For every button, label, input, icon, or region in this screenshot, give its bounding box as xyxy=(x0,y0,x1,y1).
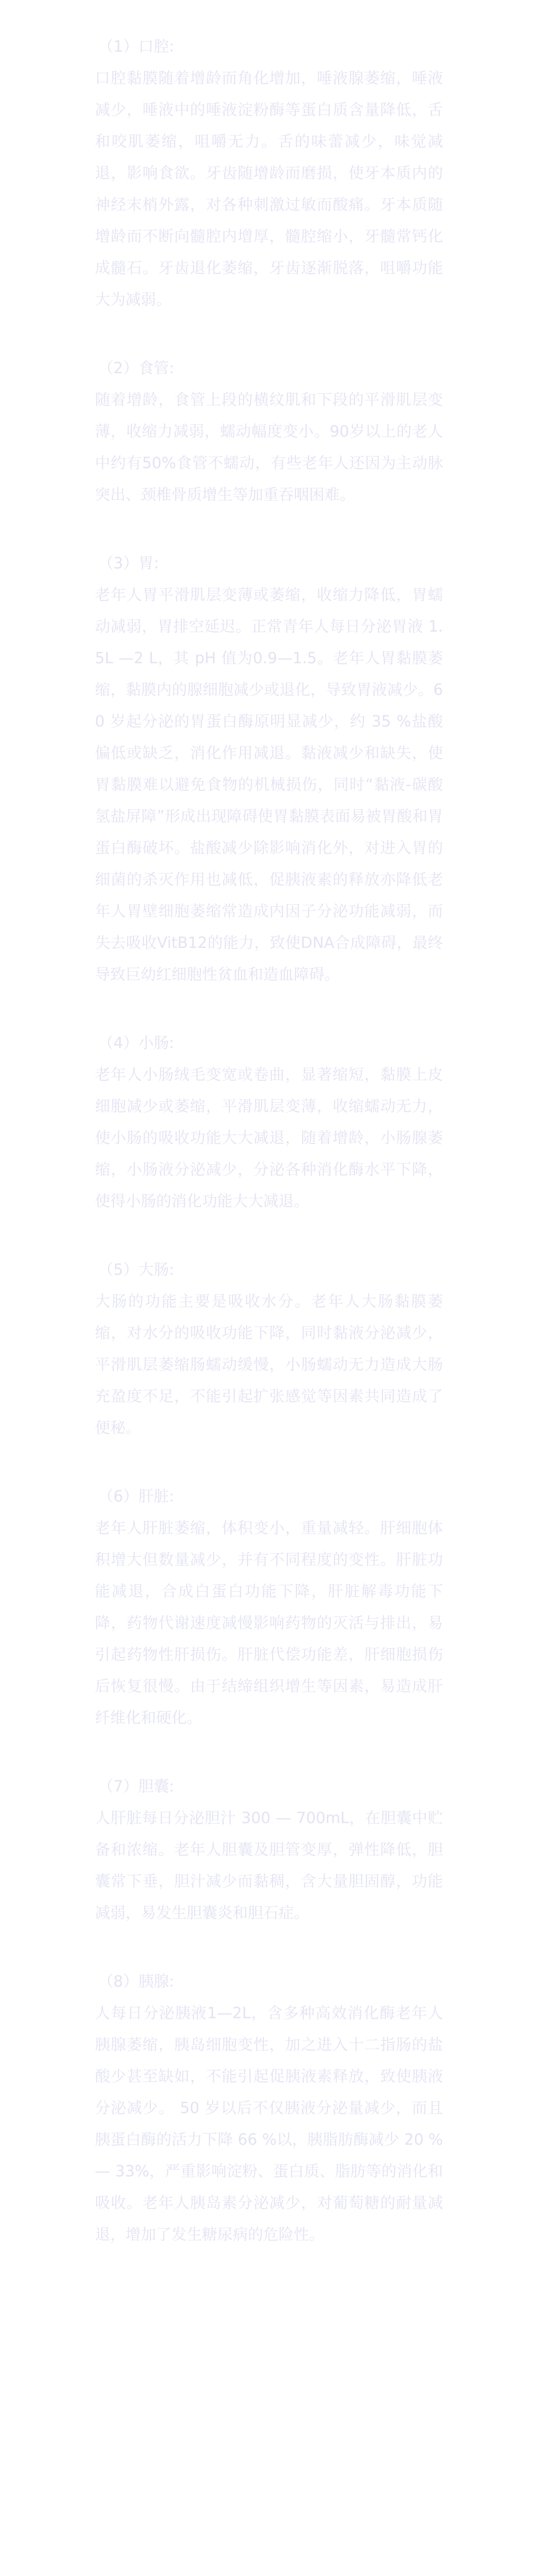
section-heading: （1）口腔: xyxy=(98,37,175,55)
section-heading: （3）胃: xyxy=(98,554,159,572)
section-body: 老年人肝脏萎缩，体积变小，重量减轻。肝细胞体积增大但数量减少，并有不同程度的变性。肝脏功能减退，合成白蛋白功能下降，肝脏解毒功能下降，药物代谢速度减慢影响药物的灭活与排出，易引起药物性肝损伤。肝脏代偿功能差，肝细胞损伤后恢复很慢。由于结缔组织增生等因素，易造成肝纤维化和硬化。 xyxy=(95,1519,443,1727)
section-liver xyxy=(95,1480,443,1734)
section-body: 老年人胃平滑肌层变薄或萎缩，收缩力降低，胃蠕动减弱，胃排空延迟。正常青年人每日分泌胃液 1.5L —2 L，其 pH 值为0.9—1.5。老年人胃黏膜萎缩，黏膜内的腺细胞减少或退化，导致胃液减少。60 岁起分泌的胃蛋白酶原明显减少，约 35 %盐酸偏低或缺乏，消化作用减退。黏液减少和缺失，使胃黏膜难以避免食物的机械损伤，同时“黏液-碳酸氢盐屏障”形成出现障碍使胃黏膜表面易被胃酸和胃蛋白酶破坏。盐酸减少除影响消化外，对进入胃的细菌的杀灭作用也减低，促胰液素的释放亦降低老年人胃壁细胞萎缩常造成内因子分泌功能减弱，而失去吸收VitB12的能力，致使DNA合成障碍，最终导致巨幼红细胞性贫血和造血障碍。 xyxy=(95,586,443,983)
section-heading: （4）小肠: xyxy=(98,1034,175,1052)
section-stomach xyxy=(95,547,443,990)
section-body: 随着增龄，食管上段的横纹肌和下段的平滑肌层变薄，收缩力减弱，蠕动幅度变小。90岁以上的老人中约有50%食管不蠕动，有些老年人还因为主动脉突出、颈椎骨质增生等加重吞咽困难。 xyxy=(95,391,443,503)
section-body: 口腔黏膜随着增龄而角化增加，唾液腺萎缩，唾液减少，唾液中的唾液淀粉酶等蛋白质含量降低，舌和咬肌萎缩，咀嚼无力。舌的味蕾减少，味觉减退，影响食欲。牙齿随增龄而磨损，使牙本质内的神经末梢外露，对各种刺激过敏而酸痛。牙本质随增龄而不断向髓腔内增厚，髓腔缩小，牙髓常钙化成髓石。牙齿退化萎缩，牙齿逐渐脱落，咀嚼功能大为减弱。 xyxy=(95,69,443,308)
section-heading: （7）胆囊: xyxy=(98,1777,175,1795)
section-heading: （8）胰腺: xyxy=(98,1972,175,1990)
section-body: 人肝脏每日分泌胆汁 300 — 700mL，在胆囊中贮备和浓缩。老年人胆囊及胆管变厚，弹性降低，胆囊常下垂，胆汁减少而黏稠，含大量胆固醇，功能减弱，易发生胆囊炎和胆石症。 xyxy=(95,1809,443,1922)
section-body: 老年人小肠绒毛变宽或卷曲，显著缩短，黏膜上皮细胞减少或萎缩，平滑肌层变薄，收缩蠕动无力，使小肠的吸收功能大大减退，随着增龄，小肠腺萎缩，小肠液分泌减少，分泌各种消化酶水平下降，使得小肠的消化功能大大减退。 xyxy=(95,1066,443,1210)
section-large-intestine xyxy=(95,1254,443,1444)
section-heading: （5）大肠: xyxy=(98,1261,175,1279)
section-small-intestine xyxy=(95,1027,443,1217)
section-heading: （2）食管: xyxy=(98,359,175,377)
section-gallbladder xyxy=(95,1770,443,1929)
section-oral-cavity xyxy=(95,31,443,315)
section-body: 大肠的功能主要是吸收水分。老年人大肠黏膜萎缩，对水分的吸收功能下降，同时黏液分泌减少，平滑肌层萎缩肠蠕动缓慢，小肠蠕动无力造成大肠充盈度不足，不能引起扩张感觉等因素共同造成了便秘。 xyxy=(95,1292,443,1437)
section-pancreas xyxy=(95,1965,443,2250)
section-esophagus xyxy=(95,352,443,510)
document-page xyxy=(95,0,443,2287)
section-body: 人每日分泌胰液1—2L，含多种高效消化酶老年人胰腺萎缩，胰岛细胞变性，加之进入十二指肠的盐酸少甚至缺如，不能引起促胰液素释放，致使胰液分泌减少。 50 岁以后不仅胰液分泌量减少，而且胰蛋白酶的活力下降 66 %以，胰脂肪酶减少 20 % — 33%，严重影响淀粉、蛋白质、脂肪等的消化和吸收。老年人胰岛素分泌减少，对葡萄糖的耐量减退，增加了发生糖尿病的危险性。 xyxy=(95,2004,443,2243)
section-heading: （6）肝脏: xyxy=(98,1487,175,1505)
